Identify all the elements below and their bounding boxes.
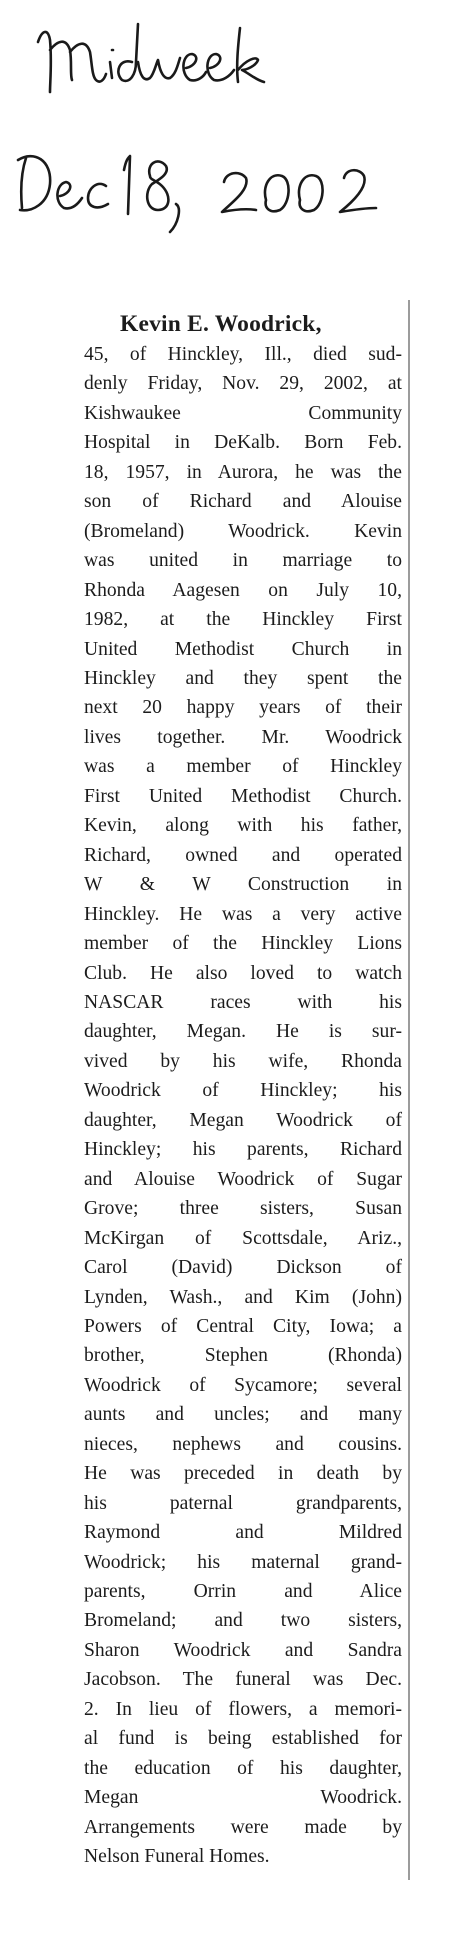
obituary-line: Woodrick of Hinckley; his [84, 1080, 402, 1102]
obituary-line: Rhonda Aagesen on July 10, [84, 579, 402, 601]
obituary-name: Kevin E. Woodrick, [120, 311, 322, 337]
obituary-line: Hinckley. He was a very active [84, 903, 402, 925]
handwriting-midweek [38, 24, 264, 92]
obituary-line: nieces, nephews and cousins. [84, 1433, 402, 1455]
clipping-edge [408, 300, 410, 1880]
obituary-line: 45, of Hinckley, Ill., died sud- [84, 344, 402, 365]
obituary-line: W & W Construction in [84, 874, 402, 896]
obituary-line: United Methodist Church in [84, 638, 402, 660]
obituary-line: 18, 1957, in Aurora, he was the [84, 461, 402, 483]
obituary-line: Powers of Central City, Iowa; a [84, 1315, 402, 1337]
obituary-line: son of Richard and Alouise [84, 491, 402, 513]
obituary-clipping [84, 308, 402, 1872]
obituary-line: lives together. Mr. Woodrick [84, 726, 402, 748]
obituary-line: his paternal grandparents, [84, 1492, 402, 1514]
obituary-line: 2. In lieu of flowers, a memori- [84, 1698, 402, 1720]
obituary-line: daughter, Megan Woodrick of [84, 1109, 402, 1131]
obituary-line: Hospital in DeKalb. Born Feb. [84, 432, 402, 454]
obituary-line: the education of his daughter, [84, 1757, 402, 1779]
obituary-line: Bromeland; and two sisters, [84, 1610, 402, 1632]
obituary-line: Grove; three sisters, Susan [84, 1198, 402, 1220]
obituary-line: brother, Stephen (Rhonda) [84, 1345, 402, 1367]
obituary-line: First United Methodist Church. [84, 785, 402, 807]
obituary-line: Megan Woodrick. [84, 1787, 402, 1809]
obituary-line: vived by his wife, Rhonda [84, 1050, 402, 1072]
obituary-line: Lynden, Wash., and Kim (John) [84, 1286, 402, 1308]
obituary-line: parents, Orrin and Alice [84, 1581, 402, 1603]
obituary-line: Richard, owned and operated [84, 844, 402, 866]
obituary-line: Nelson Funeral Homes. [84, 1846, 270, 1868]
obituary-line: NASCAR races with his [84, 991, 402, 1013]
obituary-line: daughter, Megan. He is sur- [84, 1021, 402, 1043]
obituary-line: Arrangements were made by [84, 1816, 402, 1838]
obituary-line: denly Friday, Nov. 29, 2002, at [84, 373, 402, 395]
obituary-line: Hinckley and they spent the [84, 667, 402, 689]
obituary-line: al fund is being established for [84, 1728, 402, 1750]
handwriting-date [18, 156, 376, 232]
obituary-line: and Alouise Woodrick of Sugar [84, 1168, 402, 1190]
obituary-line: Jacobson. The funeral was Dec. [84, 1669, 402, 1691]
handwritten-annotation [0, 0, 450, 300]
obituary-body [84, 340, 402, 1872]
obituary-line: aunts and uncles; and many [84, 1404, 402, 1426]
obituary-line: Club. He also loved to watch [84, 962, 402, 984]
obituary-line: McKirgan of Scottsdale, Ariz., [84, 1227, 402, 1249]
obituary-line: member of the Hinckley Lions [84, 933, 402, 955]
obituary-line: Carol (David) Dickson of [84, 1257, 402, 1279]
obituary-line: 1982, at the Hinckley First [84, 609, 402, 631]
obituary-line: Woodrick; his maternal grand- [84, 1551, 402, 1573]
obituary-line: Woodrick of Sycamore; several [84, 1374, 402, 1396]
obituary-line: Kevin, along with his father, [84, 815, 402, 837]
obituary-line: was a member of Hinckley [84, 756, 402, 778]
obituary-line: Hinckley; his parents, Richard [84, 1139, 402, 1161]
obituary-line: Kishwaukee Community [84, 402, 402, 424]
obituary-line: Sharon Woodrick and Sandra [84, 1639, 402, 1661]
obituary-line: was united in marriage to [84, 550, 402, 572]
obituary-line: He was preceded in death by [84, 1463, 402, 1485]
handwriting-drawing [0, 0, 450, 300]
obituary-line: (Bromeland) Woodrick. Kevin [84, 520, 402, 542]
obituary-line: Raymond and Mildred [84, 1522, 402, 1544]
obituary-line: next 20 happy years of their [84, 697, 402, 719]
